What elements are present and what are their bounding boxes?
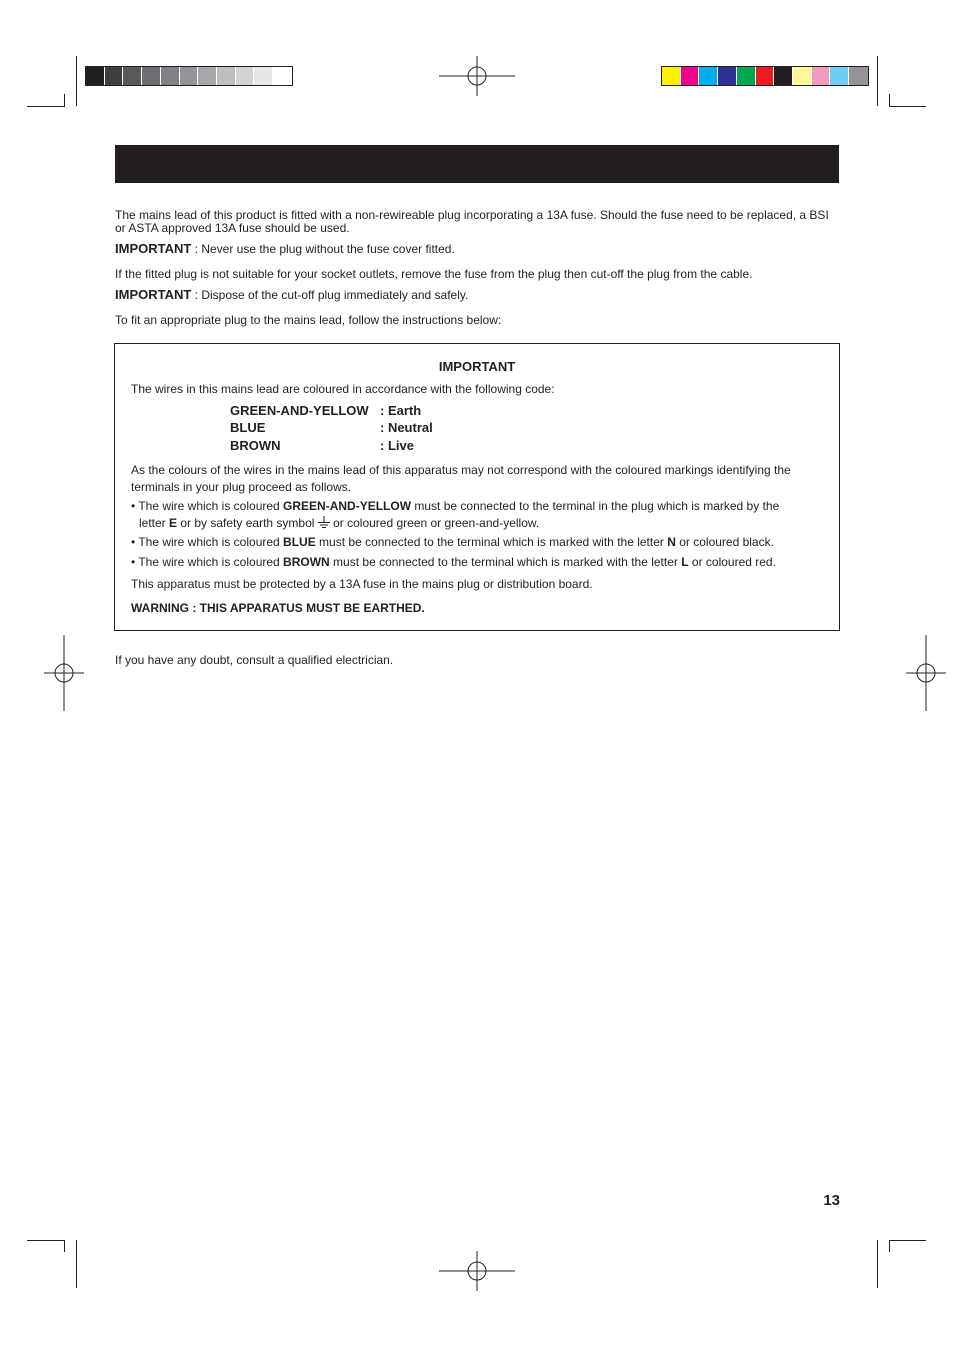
color-swatch	[198, 67, 217, 85]
page-number: 13	[823, 1192, 840, 1209]
registration-mark-bottom	[439, 1233, 515, 1309]
code-row-neutral	[230, 420, 433, 435]
color-swatch	[849, 67, 868, 85]
important-label: IMPORTANT	[115, 287, 192, 302]
code-colour: BLUE	[230, 420, 266, 435]
code-meaning: : Earth	[380, 403, 422, 418]
important-text: : Dispose of the cut-off plug immediately and safely.	[191, 288, 469, 302]
bullet-earth-wire-continued: letter E or by safety earth symbol or coloured green or green-and-yellow.	[139, 516, 540, 530]
color-swatch	[236, 67, 255, 85]
wire-colour-lead: The wires in this mains lead are coloured in accordance with the following code:	[131, 382, 555, 396]
important-wiring-box	[114, 343, 840, 631]
color-swatch	[737, 67, 756, 85]
code-colour: GREEN-AND-YELLOW	[230, 403, 369, 418]
code-row-earth	[230, 403, 421, 418]
color-swatch	[662, 67, 681, 85]
color-swatch	[142, 67, 161, 85]
code-colour: BROWN	[230, 438, 281, 453]
bullet-live-wire: • The wire which is coloured BROWN must be connected to the terminal which is marked with the letter L or coloured red.	[131, 555, 776, 569]
important-note-dispose	[115, 288, 841, 302]
important-text: : Never use the plug without the fuse cover fitted.	[191, 242, 455, 256]
color-swatch	[161, 67, 180, 85]
code-meaning: : Neutral	[380, 420, 433, 435]
color-swatch	[254, 67, 273, 85]
registration-mark-left	[26, 635, 102, 711]
color-swatch	[681, 67, 700, 85]
color-swatch	[812, 67, 831, 85]
color-swatch	[86, 67, 105, 85]
unsuitable-plug-paragraph: If the fitted plug is not suitable for your socket outlets, remove the fuse from the plug then cut-off the plug from the cable.	[115, 267, 753, 281]
intro-paragraph: The mains lead of this product is fitted with a non-rewireable plug incorporating a 13A fuse. Should the fuse need to be replaced, a BSI or ASTA approved 13A fuse should be used.	[115, 208, 829, 235]
instructions-lead-paragraph: To fit an appropriate plug to the mains lead, follow the instructions below:	[115, 313, 502, 327]
registration-mark-top	[439, 38, 515, 114]
color-swatch	[273, 67, 292, 85]
fuse-protection-paragraph: This apparatus must be protected by a 13A fuse in the mains plug or distribution board.	[131, 577, 593, 591]
colour-mismatch-paragraph: As the colours of the wires in the mains lead of this apparatus may not correspond with the coloured markings identifying the terminals in your plug proceed as follows.	[131, 463, 791, 494]
bullet-earth-wire: • The wire which is coloured GREEN-AND-YELLOW must be connected to the terminal in the plug which is marked by the	[131, 499, 780, 513]
color-swatch	[105, 67, 124, 85]
color-swatch	[774, 67, 793, 85]
color-swatch	[180, 67, 199, 85]
color-swatch	[217, 67, 236, 85]
color-swatch	[830, 67, 849, 85]
process-color-bar	[661, 66, 869, 86]
section-title-bar	[115, 145, 839, 183]
earthed-warning: WARNING : THIS APPARATUS MUST BE EARTHED.	[131, 601, 425, 615]
code-meaning: : Live	[380, 438, 414, 453]
greyscale-color-bar	[85, 66, 293, 86]
color-swatch	[756, 67, 775, 85]
earth-symbol-icon	[318, 516, 330, 529]
color-swatch	[123, 67, 142, 85]
consult-electrician-note: If you have any doubt, consult a qualified electrician.	[115, 653, 394, 667]
color-swatch	[793, 67, 812, 85]
color-swatch	[718, 67, 737, 85]
color-swatch	[699, 67, 718, 85]
bullet-neutral-wire: • The wire which is coloured BLUE must be connected to the terminal which is marked with the letter N or coloured black.	[131, 535, 774, 549]
important-label: IMPORTANT	[115, 241, 192, 256]
registration-mark-right	[888, 635, 954, 711]
box-heading: IMPORTANT	[438, 359, 516, 374]
important-note-fuse-cover	[115, 242, 841, 256]
code-row-live	[230, 438, 414, 453]
